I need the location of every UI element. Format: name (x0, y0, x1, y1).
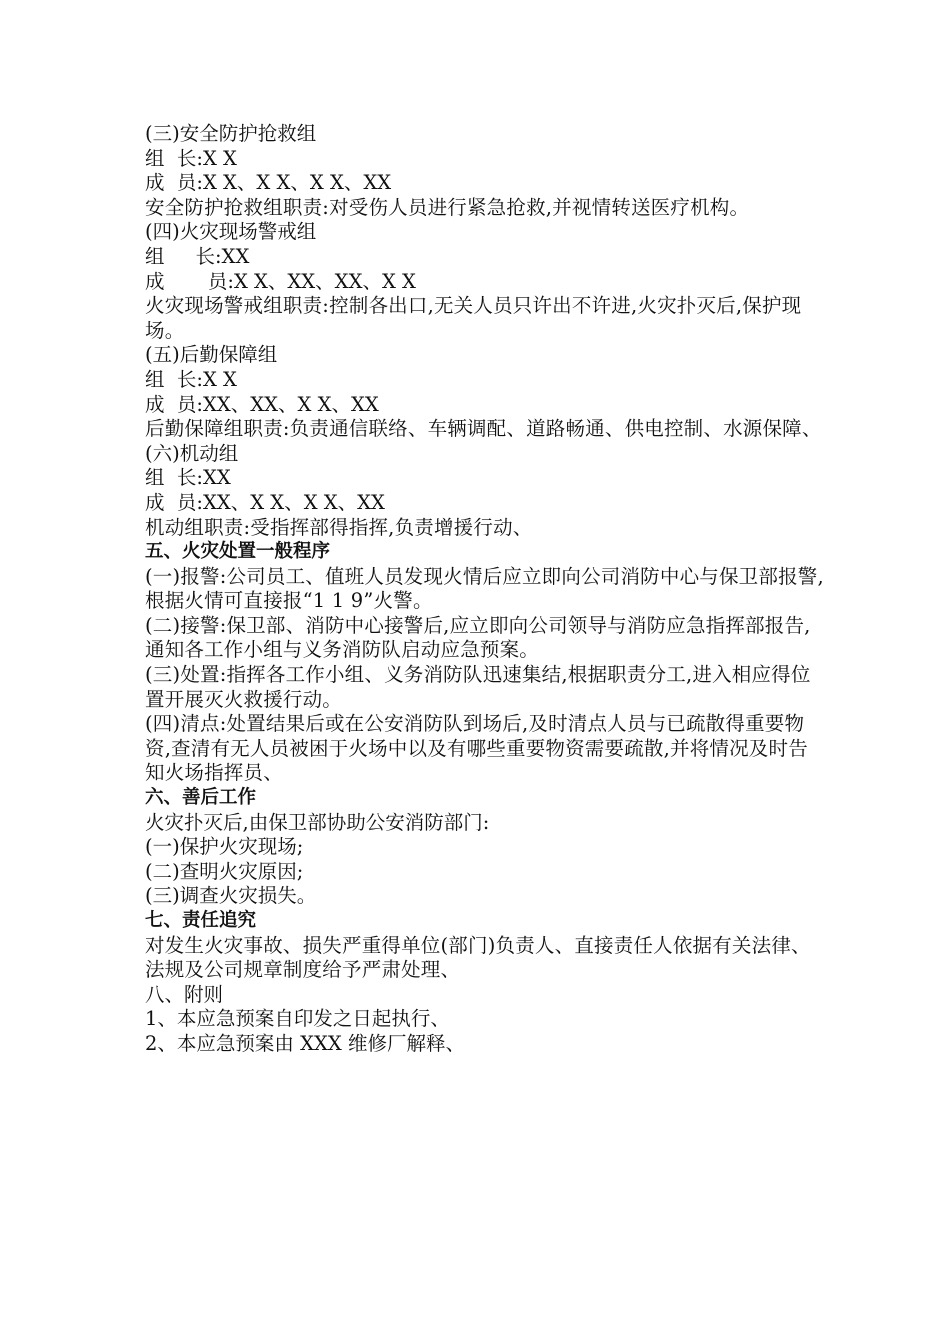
guard-group-members: 成 员:X X、XX、XX、X X (145, 269, 416, 293)
safety-group-title: (三)安全防护抢救组 (145, 122, 317, 145)
liability-text: 对发生火灾事故、损失严重得单位(部门)负责人、直接责任人依据有关法律、法规及公司规章制度给予严肃处理、 (145, 933, 811, 982)
guard-group-duty: 火灾现场警戒组职责:控制各出口,无关人员只许出不许进,火灾扑灭后,保护现场。 (145, 294, 802, 342)
safety-group-leader: 组 长:X X (145, 146, 237, 170)
safety-group-duty: 安全防护抢救组职责:对受伤人员进行紧急抢救,并视情转送医疗机构。 (145, 195, 750, 219)
aftermath-heading: 六、善后工作 (145, 787, 257, 809)
guard-group-title: (四)火灾现场警戒组 (145, 220, 317, 244)
mobile-group-members: 成 员:XX、X X、X X、XX (145, 490, 385, 514)
procedure-receive: (二)接警:保卫部、消防中心接警后,应立即向公司领导与消防应急指挥部报告,通知各工作小组与义务消防队启动应急预案。 (145, 613, 811, 662)
aftermath-intro: 火灾扑灭后,由保卫部协助公安消防部门: (145, 810, 490, 834)
procedure-heading: 五、火灾处置一般程序 (145, 541, 331, 563)
procedure-dispose: (三)处置:指挥各工作小组、义务消防队迅速集结,根据职责分工,进入相应得位置开展灭火救援行动。 (145, 663, 811, 711)
aftermath-item-1: (一)保护火灾现场; (145, 835, 304, 859)
aftermath-item-3: (三)调查火灾损失。 (145, 884, 317, 908)
safety-group-members: 成 员:X X、X X、X X、XX (145, 171, 392, 195)
mobile-group-title: (六)机动组 (145, 441, 239, 465)
appendix-item-1: 1、本应急预案自印发之日起执行、 (145, 1007, 450, 1031)
mobile-group-duty: 机动组职责:受指挥部得指挥,负责增援行动、 (145, 515, 533, 539)
guard-group-leader: 组 长:XX (145, 244, 250, 268)
appendix-heading: 八、附则 (145, 982, 224, 1006)
logistics-group-duty: 后勤保障组职责:负责通信联络、车辆调配、道路畅通、供电控制、水源保障、 (145, 417, 822, 441)
appendix-item-2: 2、本应急预案由 XXX 维修厂解释、 (145, 1031, 465, 1055)
procedure-count: (四)清点:处置结果后或在公安消防队到场后,及时清点人员与已疏散得重要物资,查清有无人员被困于火场中以及有哪些重要物资需要疏散,并将情况及时告知火场指挥员、 (145, 712, 808, 785)
mobile-group-leader: 组 长:XX (145, 466, 231, 490)
logistics-group-members: 成 员:XX、XX、X X、XX (145, 392, 379, 416)
logistics-group-title: (五)后勤保障组 (145, 343, 278, 367)
liability-heading: 七、责任追究 (145, 910, 257, 931)
aftermath-item-2: (二)查明火灾原因; (145, 859, 304, 883)
document-page (145, 122, 825, 1057)
procedure-alarm: (一)报警:公司员工、值班人员发现火情后应立即向公司消防中心与保卫部报警,根据火情可直接报“1 1 9”火警。 (145, 564, 824, 613)
logistics-group-leader: 组 长:X X (145, 367, 237, 391)
